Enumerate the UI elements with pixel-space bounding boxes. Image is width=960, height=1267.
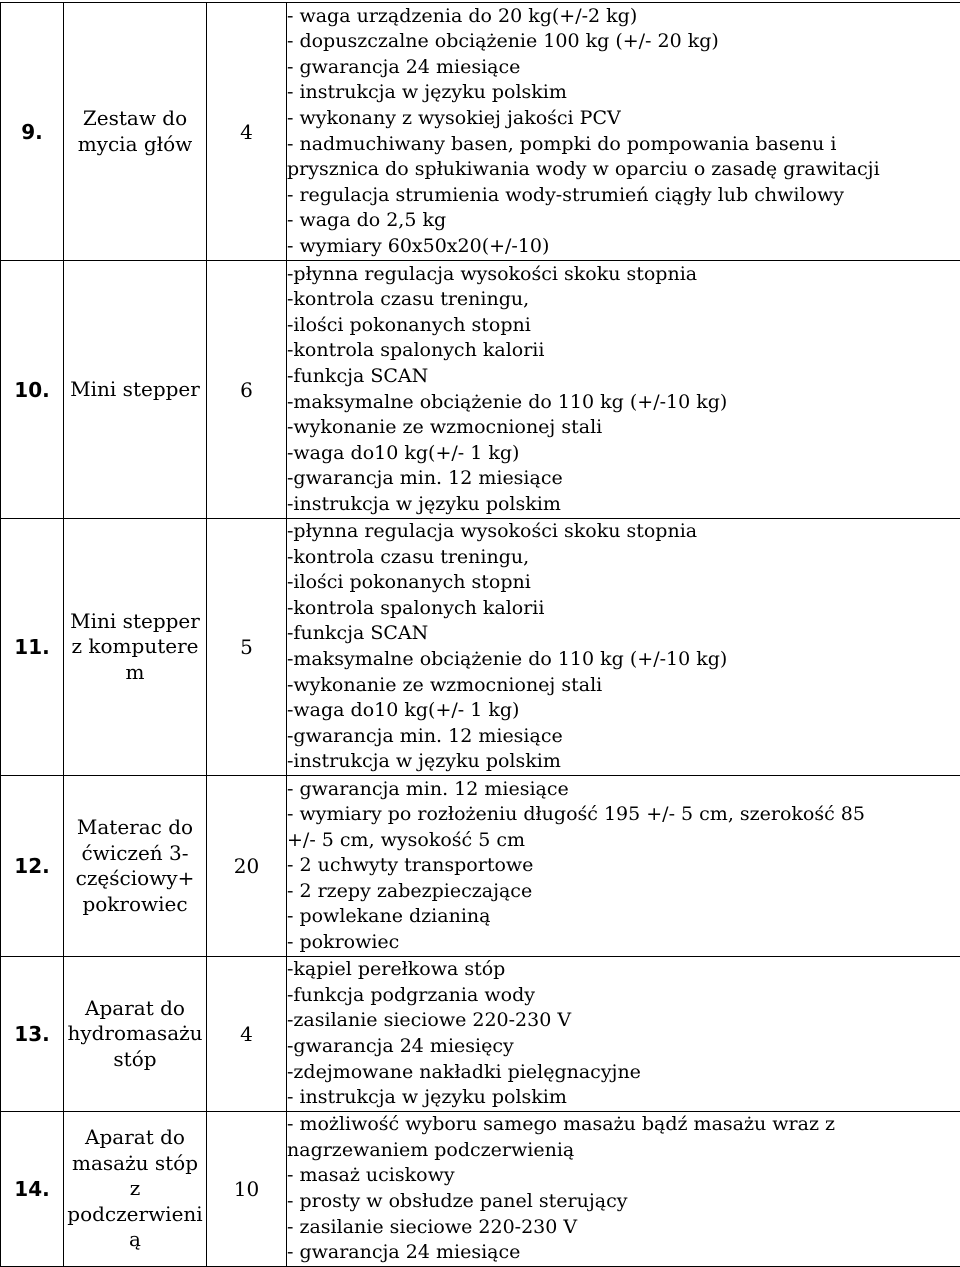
specification <box>287 3 960 261</box>
spec-line: - gwarancja 24 miesiące <box>287 55 960 81</box>
spec-line: -ilości pokonanych stopni <box>287 570 960 596</box>
table-row <box>1 1112 960 1267</box>
spec-line: -funkcja SCAN <box>287 364 960 390</box>
spec-line: -kontrola czasu treningu, <box>287 287 960 313</box>
quantity: 4 <box>207 3 287 261</box>
row-number: 13. <box>1 957 64 1112</box>
spec-line: -kontrola spalonych kalorii <box>287 338 960 364</box>
table-row <box>1 519 960 776</box>
product-name: Mini stepper z komputere m <box>64 519 207 776</box>
product-name: Mini stepper <box>64 261 207 519</box>
row-number: 12. <box>1 776 64 957</box>
specification <box>287 519 960 776</box>
spec-line: -funkcja podgrzania wody <box>287 983 960 1009</box>
specification <box>287 261 960 519</box>
spec-line: -kąpiel perełkowa stóp <box>287 957 960 983</box>
spec-line: -kontrola czasu treningu, <box>287 545 960 571</box>
spec-line: - prosty w obsłudze panel sterujący <box>287 1189 960 1215</box>
spec-line: -wykonanie ze wzmocnionej stali <box>287 415 960 441</box>
spec-line: -gwarancja min. 12 miesiące <box>287 724 960 750</box>
spec-line: -instrukcja w języku polskim <box>287 749 960 775</box>
spec-line: - zasilanie sieciowe 220-230 V <box>287 1215 960 1241</box>
spec-line: -waga do10 kg(+/- 1 kg) <box>287 698 960 724</box>
product-name: Aparat do hydromasażu stóp <box>64 957 207 1112</box>
spec-line: -maksymalne obciążenie do 110 kg (+/-10 kg) <box>287 647 960 673</box>
product-name: Zestaw do mycia głów <box>64 3 207 261</box>
spec-line: prysznica do spłukiwania wody w oparciu o zasadę grawitacji <box>287 157 960 183</box>
quantity: 20 <box>207 776 287 957</box>
quantity: 10 <box>207 1112 287 1267</box>
spec-line: nagrzewaniem podczerwienią <box>287 1138 960 1164</box>
spec-line: - powlekane dzianiną <box>287 904 960 930</box>
spec-line: - waga urządzenia do 20 kg(+/-2 kg) <box>287 4 960 30</box>
specification <box>287 1112 960 1267</box>
spec-line: - wymiary 60x50x20(+/-10) <box>287 234 960 260</box>
spec-line: - wykonany z wysokiej jakości PCV <box>287 106 960 132</box>
spec-line: -zasilanie sieciowe 220-230 V <box>287 1008 960 1034</box>
spec-line: -gwarancja min. 12 miesiące <box>287 466 960 492</box>
spec-line: - waga do 2,5 kg <box>287 208 960 234</box>
row-number: 14. <box>1 1112 64 1267</box>
spec-line: -waga do10 kg(+/- 1 kg) <box>287 441 960 467</box>
quantity: 4 <box>207 957 287 1112</box>
spec-line: - dopuszczalne obciążenie 100 kg (+/- 20 kg) <box>287 29 960 55</box>
spec-line: - nadmuchiwany basen, pompki do pompowania basenu i <box>287 132 960 158</box>
spec-line: - możliwość wyboru samego masażu bądź masażu wraz z <box>287 1112 960 1138</box>
spec-line: -kontrola spalonych kalorii <box>287 596 960 622</box>
spec-line: - instrukcja w języku polskim <box>287 80 960 106</box>
spec-line: - gwarancja min. 12 miesiące <box>287 777 960 803</box>
specification <box>287 776 960 957</box>
quantity: 5 <box>207 519 287 776</box>
spec-line: -wykonanie ze wzmocnionej stali <box>287 673 960 699</box>
table-row <box>1 776 960 957</box>
row-number: 9. <box>1 3 64 261</box>
spec-line: - instrukcja w języku polskim <box>287 1085 960 1111</box>
spec-line: - masaż uciskowy <box>287 1163 960 1189</box>
product-name: Aparat do masażu stóp z podczerwienią <box>64 1112 207 1267</box>
spec-line: -płynna regulacja wysokości skoku stopnia <box>287 262 960 288</box>
spec-line: - regulacja strumienia wody-strumień ciągły lub chwilowy <box>287 183 960 209</box>
spec-line: -instrukcja w języku polskim <box>287 492 960 518</box>
product-name: Materac do ćwiczeń 3-częściowy+ pokrowiec <box>64 776 207 957</box>
spec-line: - 2 uchwyty transportowe <box>287 853 960 879</box>
specification <box>287 957 960 1112</box>
quantity: 6 <box>207 261 287 519</box>
spec-line: -gwarancja 24 miesięcy <box>287 1034 960 1060</box>
table-row <box>1 261 960 519</box>
spec-line: -funkcja SCAN <box>287 621 960 647</box>
specification-table <box>0 2 960 1267</box>
row-number: 11. <box>1 519 64 776</box>
spec-line: - wymiary po rozłożeniu długość 195 +/- 5 cm, szerokość 85 <box>287 802 960 828</box>
table-row <box>1 3 960 261</box>
spec-line: - pokrowiec <box>287 930 960 956</box>
table-row <box>1 957 960 1112</box>
spec-line: +/- 5 cm, wysokość 5 cm <box>287 828 960 854</box>
spec-line: - gwarancja 24 miesiące <box>287 1240 960 1266</box>
spec-line: - 2 rzepy zabezpieczające <box>287 879 960 905</box>
spec-line: -płynna regulacja wysokości skoku stopnia <box>287 519 960 545</box>
spec-line: -maksymalne obciążenie do 110 kg (+/-10 kg) <box>287 390 960 416</box>
row-number: 10. <box>1 261 64 519</box>
spec-line: -zdejmowane nakładki pielęgnacyjne <box>287 1060 960 1086</box>
spec-line: -ilości pokonanych stopni <box>287 313 960 339</box>
